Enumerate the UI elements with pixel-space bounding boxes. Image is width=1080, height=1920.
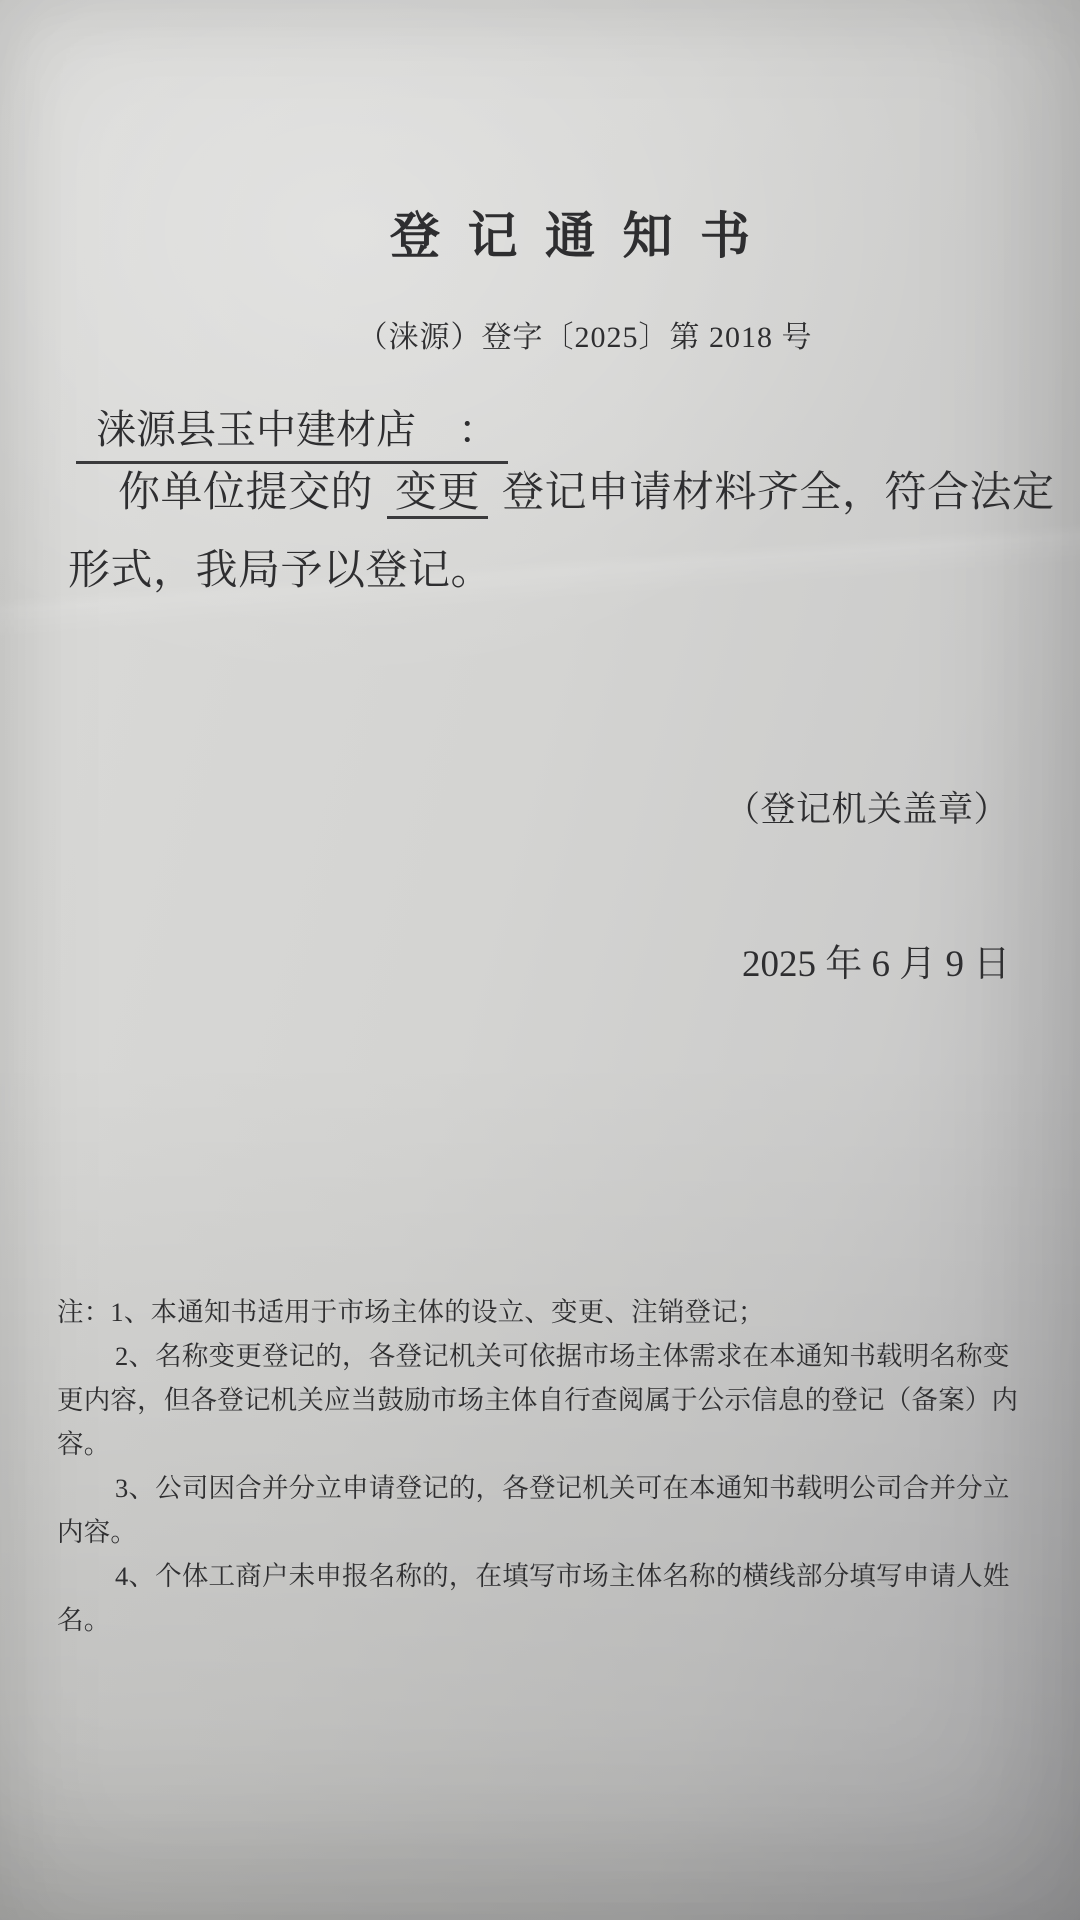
issue-date: 2025 年 6 月 9 日 bbox=[742, 944, 1011, 985]
notes-section bbox=[57, 1290, 1035, 1642]
reference-number: （涞源）登字〔2025〕第 2018 号 bbox=[357, 321, 813, 354]
addressee-name: 涞源县玉中建材店 bbox=[96, 407, 416, 452]
note-item: 4、个体工商户未申报名称的，在填写市场主体名称的横线部分填写申请人姓名。 bbox=[57, 1561, 1010, 1635]
body-text-before-blank: 你单位提交的 bbox=[118, 470, 374, 516]
addressee-colon: ： bbox=[458, 407, 498, 452]
note-item: 3、公司因合并分立申请登记的，各登记机关可在本通知书载明公司合并分立内容。 bbox=[57, 1473, 1010, 1547]
body-paragraph bbox=[68, 454, 1080, 610]
body-text-after-blank: 登记申请材料齐全，符合法定形式，我局予以登记。 bbox=[68, 470, 1055, 594]
page-title: 登记通知书 bbox=[390, 208, 778, 264]
note-item: 2、名称变更登记的，各登记机关可依据市场主体需求在本通知书载明名称变更内容，但各登记机关应当鼓励市场主体自行查阅属于公示信息的登记（备案）内容。 bbox=[57, 1341, 1019, 1459]
stamp-note: （登记机关盖章） bbox=[725, 790, 1010, 829]
registration-type-blank: 变更 bbox=[387, 470, 488, 519]
note-item bbox=[57, 1290, 1035, 1334]
notes-label: 注： bbox=[57, 1297, 111, 1327]
note-item-text: 1、本通知书适用于市场主体的设立、变更、注销登记； bbox=[110, 1297, 765, 1327]
